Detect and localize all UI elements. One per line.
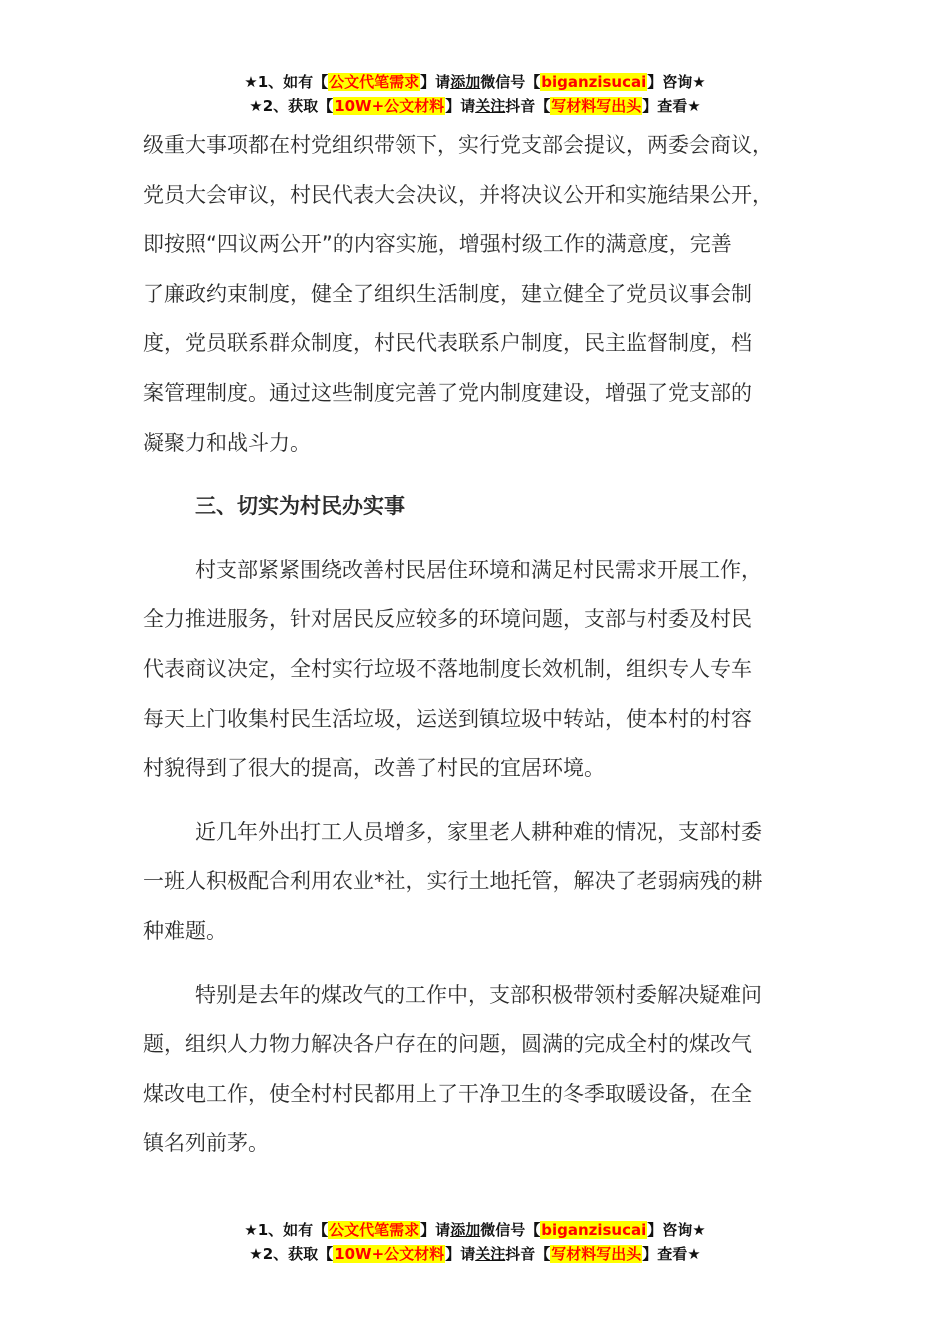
paragraph xyxy=(143,808,813,957)
text-line: 凝聚力和战斗力。 xyxy=(143,430,311,455)
text-line: 村貌得到了很大的提高，改善了村民的宜居环境。 xyxy=(143,756,605,781)
text-line: 级重大事项都在村党组织带领下，实行党支部会提议，两委会商议， xyxy=(143,133,773,157)
top-banner xyxy=(0,70,950,118)
document-body xyxy=(143,121,813,1169)
text-line: 村支部紧紧围绕改善村民居住环境和满足村民需求开展工作， xyxy=(195,557,762,582)
text-line: 近几年外出打工人员增多，家里老人耕种难的情况，支部村委 xyxy=(195,819,762,844)
text-line: 代表商议决定，全村实行垃圾不落地制度长效机制，组织专人专车 xyxy=(143,656,752,681)
banner-text: 】查看★ xyxy=(642,97,701,115)
banner-line-2 xyxy=(0,94,950,118)
paragraph xyxy=(143,121,813,468)
banner-wechat-id: biganzisucai xyxy=(541,1221,647,1239)
text-line: 了廉政约束制度，健全了组织生活制度，建立健全了党员议事会制 xyxy=(143,281,752,306)
banner-underlined: 添加 xyxy=(450,1221,481,1239)
banner-text: ★1、如有【 xyxy=(244,1221,329,1239)
banner-douyin-id: 写材料写出头 xyxy=(551,1245,642,1263)
paragraph xyxy=(143,546,813,794)
text-line: 案管理制度。通过这些制度完善了党内制度建设，增强了党支部的 xyxy=(143,380,752,405)
banner-highlight: 公文代笔需求 xyxy=(329,1221,420,1239)
text-line: 特别是去年的煤改气的工作中，支部积极带领村委解决疑难问 xyxy=(195,982,762,1007)
banner-text: ★2、获取【 xyxy=(249,97,334,115)
banner-underlined: 关注 xyxy=(475,1245,506,1263)
banner-highlight: 10W+公文材料 xyxy=(334,97,445,115)
banner-text: 抖音【 xyxy=(505,1245,551,1263)
banner-underlined: 添加 xyxy=(450,73,481,91)
bottom-banner xyxy=(0,1218,950,1266)
text-line: 全力推进服务，针对居民反应较多的环境问题，支部与村委及村民 xyxy=(143,607,752,632)
banner-text: 抖音【 xyxy=(505,97,551,115)
section-heading: 三、切实为村民办实事 xyxy=(195,494,405,519)
banner-line-2 xyxy=(0,1242,950,1266)
banner-text: 】查看★ xyxy=(642,1245,701,1263)
banner-douyin-id: 写材料写出头 xyxy=(551,97,642,115)
text-line: 镇名列前茅。 xyxy=(143,1131,269,1156)
banner-text: 】请 xyxy=(445,97,476,115)
banner-text: 微信号【 xyxy=(480,1221,541,1239)
banner-text: 】请 xyxy=(420,1221,451,1239)
banner-text: ★2、获取【 xyxy=(249,1245,334,1263)
paragraph xyxy=(143,971,813,1169)
text-line: 党员大会审议，村民代表大会决议，并将决议公开和实施结果公开， xyxy=(143,182,773,207)
banner-wechat-id: biganzisucai xyxy=(541,73,647,91)
text-line: 即按照“四议两公开”的内容实施，增强村级工作的满意度，完善 xyxy=(143,232,732,257)
text-line: 题，组织人力物力解决各户存在的问题，圆满的完成全村的煤改气 xyxy=(143,1032,752,1057)
banner-highlight: 10W+公文材料 xyxy=(334,1245,445,1263)
text-line: 一班人积极配合利用农业*社，实行土地托管，解决了老弱病残的耕 xyxy=(143,869,763,894)
banner-text: 】请 xyxy=(445,1245,476,1263)
banner-text: 】咨询★ xyxy=(647,73,706,91)
text-line: 煤改电工作，使全村村民都用上了干净卫生的冬季取暖设备，在全 xyxy=(143,1081,752,1106)
text-line: 每天上门收集村民生活垃圾，运送到镇垃圾中转站，使本村的村容 xyxy=(143,706,752,731)
banner-line-1 xyxy=(0,70,950,94)
banner-line-1 xyxy=(0,1218,950,1242)
banner-text: 】请 xyxy=(420,73,451,91)
banner-text: 微信号【 xyxy=(480,73,541,91)
text-line: 度，党员联系群众制度，村民代表联系户制度，民主监督制度，档 xyxy=(143,331,752,356)
banner-text: ★1、如有【 xyxy=(244,73,329,91)
text-line: 种难题。 xyxy=(143,918,227,943)
banner-highlight: 公文代笔需求 xyxy=(329,73,420,91)
banner-underlined: 关注 xyxy=(475,97,506,115)
banner-text: 】咨询★ xyxy=(647,1221,706,1239)
